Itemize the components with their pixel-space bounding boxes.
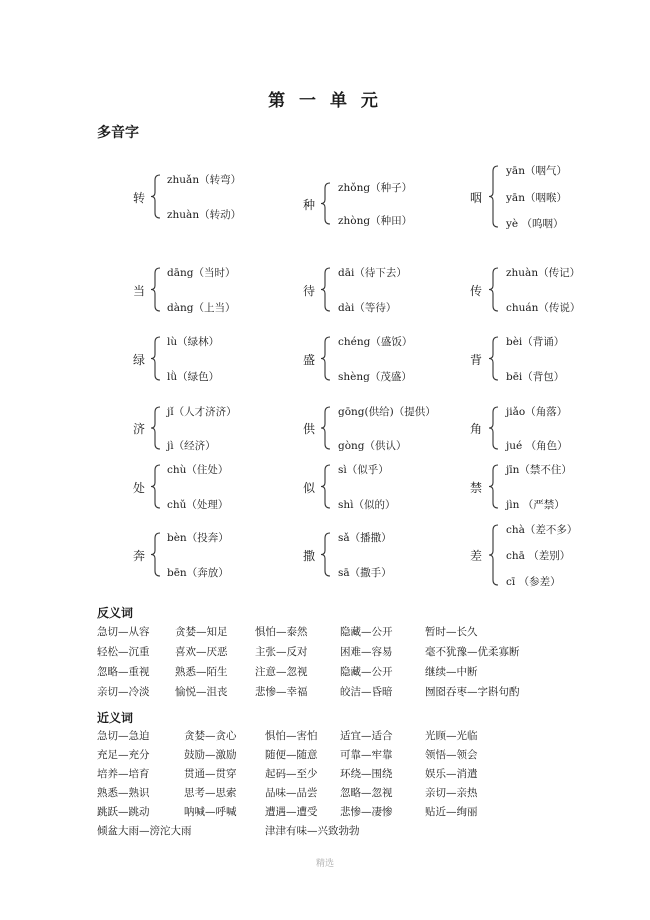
synonym-pair: 品味—品尝 — [265, 787, 318, 799]
synonym-pair: 遭遇—遭受 — [265, 806, 318, 818]
polyphone-reading: chuán（传说） — [506, 302, 581, 314]
synonym-pair: 鼓励—激励 — [184, 749, 237, 761]
synonym-pair: 贴近—绚丽 — [425, 806, 478, 818]
section-heading-synonyms: 近义词 — [97, 711, 134, 725]
polyphone-reading: sǎ（播撒） — [338, 532, 392, 544]
polyphone-reading: dàng（上当） — [167, 302, 236, 314]
polyphone-reading: bēi（背包） — [506, 371, 565, 383]
antonym-pair: 轻松—沉重 — [97, 646, 150, 658]
synonym-pair: 领悟—领会 — [425, 749, 478, 761]
synonym-pair: 光顾—光临 — [425, 730, 478, 742]
synonym-pair: 熟悉—熟识 — [97, 787, 150, 799]
curly-brace-icon — [320, 182, 332, 225]
polyphone-char: 当 — [133, 283, 146, 298]
polyphone-reading: chéng（盛饭） — [338, 336, 413, 348]
antonym-pair: 急切—从容 — [97, 626, 150, 638]
antonym-pair: 悲惨—幸福 — [255, 686, 308, 698]
synonym-pair: 悲惨—凄惨 — [340, 806, 393, 818]
polyphone-reading: sì（似乎） — [338, 464, 389, 476]
polyphone-reading: chù（住处） — [167, 464, 229, 476]
antonym-pair: 喜欢—厌恶 — [175, 646, 228, 658]
polyphone-reading: jǐ（人才济济） — [167, 406, 237, 418]
antonym-pair: 惧怕—泰然 — [255, 626, 308, 638]
synonym-pair: 呐喊—呼喊 — [184, 806, 237, 818]
polyphone-char: 撒 — [303, 548, 316, 563]
polyphone-reading: zhuàn（转动） — [167, 209, 242, 221]
synonym-pair: 跳跃—跳动 — [97, 806, 150, 818]
curly-brace-icon — [320, 532, 332, 577]
polyphone-char: 背 — [470, 352, 483, 367]
antonym-pair: 注意—忽视 — [255, 666, 308, 678]
polyphone-reading: yān（咽气） — [506, 165, 567, 177]
polyphone-char: 转 — [133, 190, 146, 205]
polyphone-reading: chā （差别） — [506, 550, 571, 562]
polyphone-reading: gòng（供认） — [338, 440, 407, 452]
polyphone-reading: sā（撒手） — [338, 567, 392, 579]
polyphone-char: 奔 — [133, 548, 146, 563]
polyphone-char: 处 — [133, 480, 146, 495]
antonym-pair: 继续—中断 — [425, 666, 478, 678]
polyphone-reading: dāng（当时） — [167, 267, 236, 279]
synonym-pair: 思考—思索 — [184, 787, 237, 799]
polyphone-reading: shì（似的） — [338, 499, 396, 511]
polyphone-reading: dāi（待下去） — [338, 267, 407, 279]
synonym-pair: 环绕—围绕 — [340, 768, 393, 780]
curly-brace-icon — [320, 267, 332, 312]
polyphone-char: 济 — [133, 422, 146, 436]
polyphone-reading: jì（经济） — [167, 440, 216, 452]
polyphone-reading: jìn （严禁） — [506, 499, 565, 511]
antonym-pair: 贪婪—知足 — [175, 626, 228, 638]
synonym-pair: 津津有味—兴致勃勃 — [265, 825, 360, 837]
curly-brace-icon — [150, 336, 162, 381]
polyphone-reading: dài（等待） — [338, 302, 397, 314]
polyphone-char: 绿 — [133, 352, 146, 367]
antonym-pair: 暂时—长久 — [425, 626, 478, 638]
polyphone-reading: zhuǎn（转弯） — [167, 174, 242, 186]
polyphone-char: 供 — [303, 422, 316, 436]
synonym-pair: 忽略—忽视 — [340, 787, 393, 799]
antonym-pair: 囫囵吞枣—字斟句酌 — [425, 686, 520, 698]
polyphone-reading: jīn（禁不住） — [506, 464, 572, 476]
polyphone-char: 禁 — [470, 480, 483, 495]
synonym-pair: 贪婪—贪心 — [184, 730, 237, 742]
curly-brace-icon — [488, 267, 500, 312]
polyphone-reading: lù（绿林） — [167, 336, 220, 348]
antonym-pair: 忽略—重视 — [97, 666, 150, 678]
polyphone-reading: bēn（奔放） — [167, 567, 229, 579]
synonym-pair: 贯通—贯穿 — [184, 768, 237, 780]
curly-brace-icon — [150, 464, 162, 509]
antonym-pair: 皎洁—昏暗 — [340, 686, 393, 698]
synonym-pair: 亲切—亲热 — [425, 787, 478, 799]
polyphone-reading: bèn（投奔） — [167, 532, 229, 544]
synonym-pair: 倾盆大雨—滂沱大雨 — [97, 825, 192, 837]
curly-brace-icon — [320, 464, 332, 509]
polyphone-char: 传 — [470, 283, 483, 298]
curly-brace-icon — [488, 336, 500, 381]
synonym-pair: 急切—急迫 — [97, 730, 150, 742]
synonym-pair: 惧怕—害怕 — [265, 730, 318, 742]
antonym-pair: 愉悦—沮丧 — [175, 686, 228, 698]
page-title: 第 一 单 元 — [268, 91, 382, 111]
polyphone-reading: zhǒng（种子） — [338, 182, 413, 194]
curly-brace-icon — [320, 336, 332, 381]
antonym-pair: 毫不犹豫—优柔寡断 — [425, 646, 520, 658]
antonym-pair: 主张—反对 — [255, 646, 308, 658]
polyphone-reading: chǔ（处理） — [167, 499, 229, 511]
synonym-pair: 适宜—适合 — [340, 730, 393, 742]
polyphone-reading: gōng(供给)（提供） — [338, 406, 436, 418]
antonym-pair: 熟悉—陌生 — [175, 666, 228, 678]
curly-brace-icon — [488, 524, 500, 586]
antonym-pair: 亲切—冷淡 — [97, 686, 150, 698]
curly-brace-icon — [488, 464, 500, 509]
section-heading-polyphones: 多音字 — [97, 125, 139, 141]
polyphone-reading: yè （呜咽） — [506, 218, 564, 230]
polyphone-reading: cī （参差） — [506, 576, 561, 588]
polyphone-reading: zhòng（种田） — [338, 215, 413, 227]
curly-brace-icon — [150, 267, 162, 312]
synonym-pair: 可靠—牢靠 — [340, 749, 393, 761]
polyphone-reading: chà（差不多） — [506, 524, 578, 536]
synonym-pair: 充足—充分 — [97, 749, 150, 761]
polyphone-reading: jiǎo（角落） — [506, 406, 568, 418]
curly-brace-icon — [488, 406, 500, 450]
polyphone-char: 似 — [303, 480, 316, 495]
section-heading-antonyms: 反义词 — [97, 606, 134, 620]
polyphone-char: 待 — [303, 283, 316, 298]
polyphone-char: 差 — [470, 549, 483, 563]
synonym-pair: 培养—培育 — [97, 768, 150, 780]
polyphone-reading: yān（咽喉） — [506, 192, 567, 204]
antonym-pair: 隐藏—公开 — [340, 626, 393, 638]
synonym-pair: 起码—至少 — [265, 768, 318, 780]
curly-brace-icon — [488, 165, 500, 228]
polyphone-reading: zhuàn（传记） — [506, 267, 581, 279]
synonym-pair: 娱乐—消遣 — [425, 768, 478, 780]
polyphone-reading: jué （角色） — [506, 440, 568, 452]
page-footer: 精选 — [315, 859, 334, 869]
polyphone-reading: shèng（茂盛） — [338, 371, 412, 383]
curly-brace-icon — [150, 532, 162, 577]
polyphone-char: 咽 — [470, 190, 483, 205]
polyphone-reading: lǜ（绿色） — [167, 371, 220, 383]
antonym-pair: 隐藏—公开 — [340, 666, 393, 678]
synonym-pair: 随便—随意 — [265, 749, 318, 761]
polyphone-char: 盛 — [303, 352, 316, 367]
curly-brace-icon — [320, 406, 332, 450]
polyphone-char: 角 — [470, 422, 483, 436]
curly-brace-icon — [150, 174, 162, 219]
antonym-pair: 困难—容易 — [340, 646, 393, 658]
polyphone-reading: bèi（背诵） — [506, 336, 565, 348]
curly-brace-icon — [150, 406, 162, 450]
polyphone-char: 种 — [303, 197, 316, 212]
